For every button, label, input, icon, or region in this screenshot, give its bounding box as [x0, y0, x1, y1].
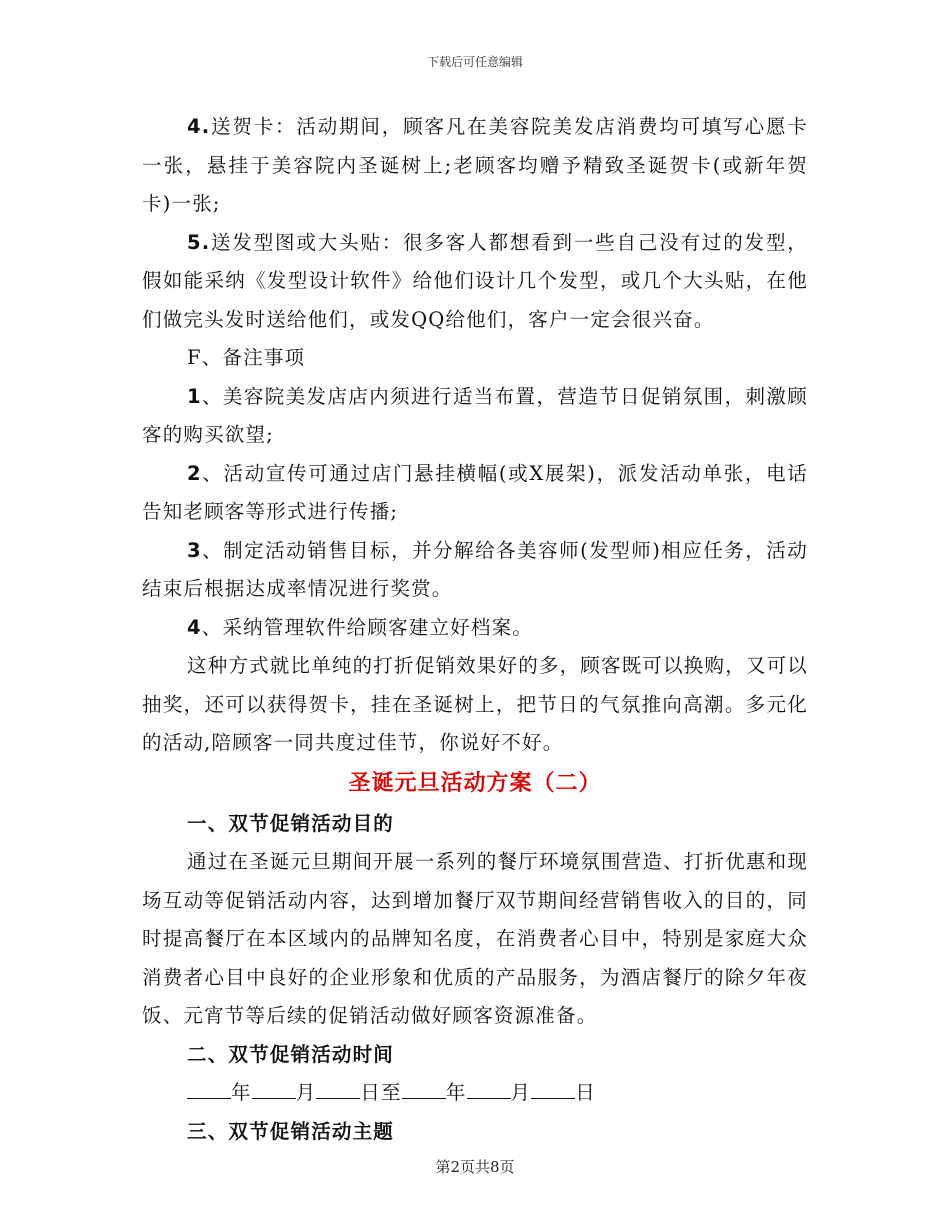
- section-f-heading: F、备注事项: [187, 346, 306, 369]
- paragraph-item-5: [142, 224, 808, 340]
- note-text: 、活动宣传可通过店门悬挂横幅(或X展架)，派发活动单张，电话告知老顾客等形式进行传播;: [142, 461, 808, 523]
- heading-time: 二、双节促销活动时间: [187, 1042, 395, 1066]
- month-blank: [252, 1080, 296, 1099]
- day-label: 日: [575, 1081, 596, 1104]
- month-blank: [467, 1080, 511, 1099]
- paragraph-item-4: [142, 108, 808, 224]
- item-number: 5.: [187, 230, 211, 254]
- item-number: 4.: [187, 115, 211, 138]
- year-blank: [402, 1080, 446, 1099]
- note-item-3: [142, 532, 808, 609]
- note-item-2: [142, 455, 808, 532]
- note-number: 3: [187, 538, 202, 562]
- summary-paragraph: 这种方式就比单纯的打折促销效果好的多，顾客既可以换购，又可以抽奖，还可以获得贺卡，挂在圣诞树上，把节日的气氛推向高潮。多元化的活动,陪顾客一同共度过佳节，你说好不好。: [142, 654, 809, 754]
- heading-purpose: 一、双节促销活动目的: [187, 811, 395, 835]
- note-item-1: [142, 378, 808, 455]
- page-number-footer: 第2页共8页: [435, 1158, 515, 1176]
- item-text: 送贺卡：活动期间，顾客凡在美容院美发店消费均可填写心愿卡一张，悬挂于美容院内圣诞树上;老顾客均赠予精致圣诞贺卡(或新年贺卡)一张;: [142, 115, 808, 215]
- note-text: 、美容院美发店店内须进行适当布置，营造节日促销氛围，刺激顾客的购买欲望;: [142, 384, 808, 446]
- item-text: 送发型图或大头贴：很多客人都想看到一些自己没有过的发型，假如能采纳《发型设计软件》给他们设计几个发型，或几个大头贴，在他们做完头发时送给他们，或发QQ给他们，客户一定会很兴奋。: [142, 230, 808, 331]
- year-label: 年: [231, 1081, 252, 1104]
- heading-theme: 三、双节促销活动主题: [187, 1119, 395, 1143]
- day-to-label: 日至: [360, 1081, 402, 1104]
- month-label: 月: [510, 1081, 532, 1104]
- note-number: 2: [187, 461, 202, 485]
- note-number: 4: [187, 615, 202, 639]
- note-number: 1: [187, 384, 202, 408]
- note-text: 、采纳管理软件给顾客建立好档案。: [201, 615, 533, 639]
- day-blank: [316, 1080, 360, 1099]
- month-label: 月: [295, 1081, 317, 1104]
- purpose-paragraph: 通过在圣诞元旦期间开展一系列的餐厅环境氛围营造、打折优惠和现场互动等促销活动内容，达到增加餐厅双节期间经营销售收入的目的，同时提高餐厅在本区域内的品牌知名度，在消费者心目中，特别是家庭大众消费者心目中良好的企业形象和优质的产品服务，为酒店餐厅的除夕年夜饭、元宵节等后续的促销活动做好顾客资源准备。: [142, 850, 809, 1027]
- year-blank: [187, 1080, 231, 1099]
- date-range-line: [142, 1074, 808, 1113]
- year-label: 年: [445, 1081, 467, 1104]
- note-text: 、制定活动销售目标，并分解给各美容师(发型师)相应任务，活动结束后根据达成率情况进行奖赏。: [142, 538, 808, 600]
- page-header-note: 下载后可任意编辑: [426, 55, 523, 69]
- document-body: [142, 108, 808, 1151]
- plan-two-title: 圣诞元旦活动方案（二）: [348, 769, 602, 796]
- day-blank: [531, 1080, 575, 1099]
- note-item-4: [142, 609, 808, 648]
